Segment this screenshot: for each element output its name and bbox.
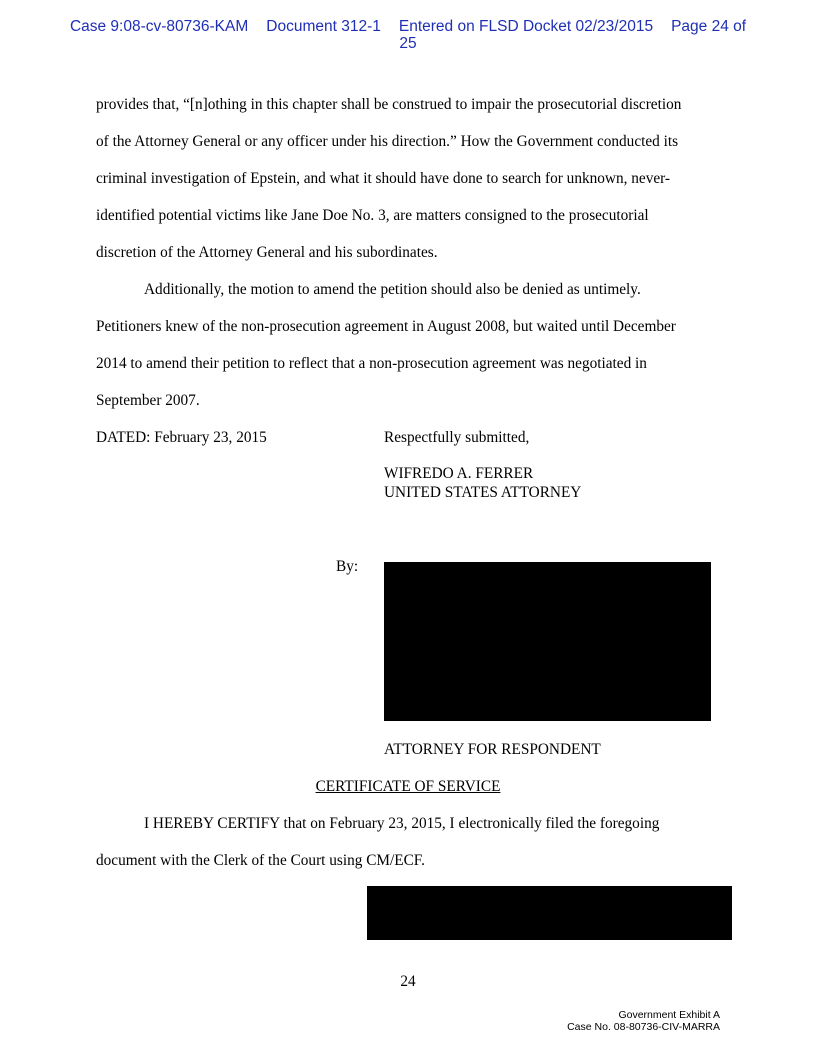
page-total: 25 — [399, 35, 417, 52]
paragraph-1-line: of the Attorney General or any officer under his direction.” How the Government conducted its — [96, 133, 679, 150]
certificate-line-2: document with the Clerk of the Court using CM/ECF. — [96, 852, 425, 869]
page-number: 24 — [400, 973, 416, 990]
certificate-heading: CERTIFICATE OF SERVICE — [315, 778, 501, 795]
docket-header — [0, 18, 816, 52]
us-attorney-office: UNITED STATES ATTORNEY — [384, 484, 582, 501]
footer — [567, 1009, 720, 1033]
page-of: Page 24 of — [671, 18, 747, 35]
paragraph-1-line: criminal investigation of Epstein, and what it should have done to search for unknown, never- — [96, 170, 671, 187]
paragraph-1 — [96, 86, 720, 271]
case-number: Case 9:08-cv-80736-KAM — [69, 18, 249, 35]
respectfully-submitted: Respectfully submitted, — [384, 429, 530, 446]
paragraph-1-line: discretion of the Attorney General and his subordinates. — [96, 244, 438, 261]
paragraph-1-line: provides that, “[n]othing in this chapter shall be construed to impair the prosecutorial discretion — [96, 96, 682, 113]
paragraph-2-line: 2014 to amend their petition to reflect that a non-prosecution agreement was negotiated in — [96, 355, 647, 372]
paragraph-2 — [96, 271, 720, 419]
dated-line: DATED: February 23, 2015 — [96, 429, 267, 446]
docket-header-line1 — [0, 18, 816, 35]
exhibit-label: Government Exhibit A — [618, 1009, 720, 1021]
paragraph-1-line: identified potential victims like Jane Doe No. 3, are matters consigned to the prosecutorial — [96, 207, 649, 224]
redaction-block-signature — [384, 562, 711, 721]
footer-case-number: Case No. 08-80736-CIV-MARRA — [567, 1021, 720, 1033]
paragraph-2-line: Additionally, the motion to amend the petition should also be denied as untimely. — [144, 281, 641, 298]
entered-on: Entered on FLSD Docket 02/23/2015 — [398, 18, 654, 35]
certificate-line-1: I HEREBY CERTIFY that on February 23, 2015, I electronically filed the foregoing — [144, 815, 660, 832]
us-attorney-name: WIFREDO A. FERRER — [384, 465, 534, 482]
paragraph-2-line: Petitioners knew of the non-prosecution agreement in August 2008, but waited until December — [96, 318, 676, 335]
paragraph-2-line: September 2007. — [96, 392, 200, 409]
by-label: By: — [336, 558, 359, 575]
attorney-for-respondent: ATTORNEY FOR RESPONDENT — [384, 741, 601, 758]
redaction-block-certificate — [367, 886, 732, 940]
document-number: Document 312-1 — [266, 18, 381, 35]
